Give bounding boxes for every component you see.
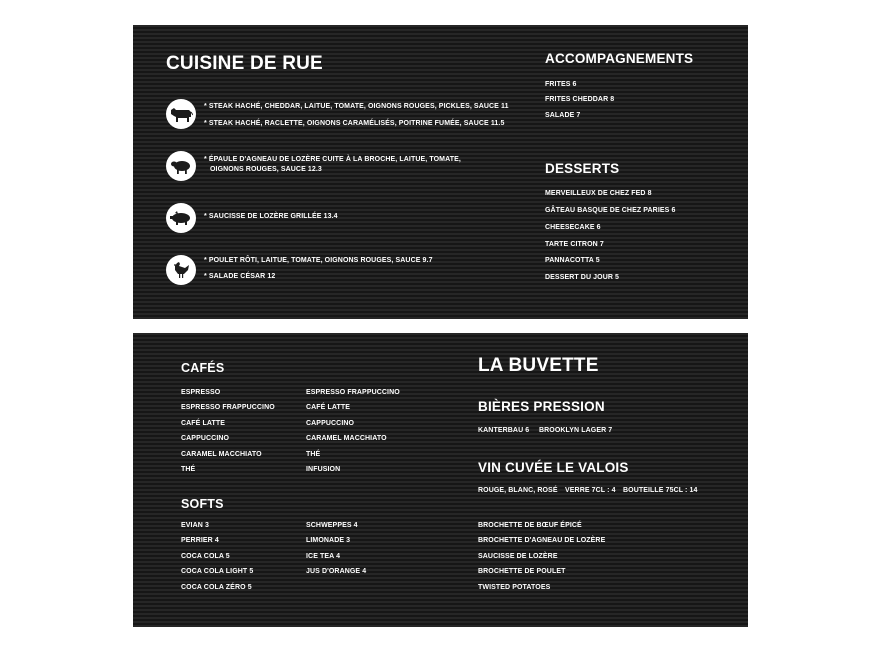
cafe-item: CAFÉ LATTE bbox=[306, 404, 351, 411]
cuisine-item: * ÉPAULE D'AGNEAU DE LOZÈRE CUITE À LA BROCHE, LAITUE, TOMATE, bbox=[204, 156, 461, 163]
dessert-item: PANNACOTTA 5 bbox=[545, 257, 600, 264]
cafe-item: ESPRESSO bbox=[181, 389, 221, 396]
soft-item: EVIAN 3 bbox=[181, 522, 209, 529]
cafe-item: THÉ bbox=[181, 466, 196, 473]
soft-item: LIMONADE 3 bbox=[306, 537, 351, 544]
soft-item: ICE TEA 4 bbox=[306, 553, 341, 560]
dessert-item: DESSERT DU JOUR 5 bbox=[545, 274, 620, 281]
cafe-item: CAPPUCCINO bbox=[181, 435, 230, 442]
soft-item: COCA COLA LIGHT 5 bbox=[181, 568, 254, 575]
cuisine-item: * SALADE CÉSAR 12 bbox=[204, 273, 276, 280]
brochette-item: BROCHETTE DE POULET bbox=[478, 568, 566, 575]
soft-item: COCA COLA 5 bbox=[181, 553, 230, 560]
sheep-icon bbox=[166, 151, 196, 181]
vin-item: VERRE 7CL : 4 bbox=[565, 487, 616, 494]
pig-icon bbox=[166, 203, 196, 233]
soft-item: PERRIER 4 bbox=[181, 537, 219, 544]
vin-item: BOUTEILLE 75CL : 14 bbox=[623, 487, 698, 494]
cafe-item: CARAMEL MACCHIATO bbox=[306, 435, 387, 442]
cafe-item: CARAMEL MACCHIATO bbox=[181, 451, 262, 458]
cuisine-de-rue-title: CUISINE DE RUE bbox=[166, 53, 323, 74]
la-buvette-title: LA BUVETTE bbox=[478, 355, 599, 376]
soft-item: COCA COLA ZÉRO 5 bbox=[181, 584, 252, 591]
chicken-icon bbox=[166, 255, 196, 285]
cow-icon bbox=[166, 99, 196, 129]
cuisine-item: * STEAK HACHÉ, RACLETTE, OIGNONS CARAMÉLISÉS, POITRINE FUMÉE, SAUCE 11.5 bbox=[204, 120, 505, 127]
brochette-item: TWISTED POTATOES bbox=[478, 584, 551, 591]
cuisine-item: * POULET RÔTI, LAITUE, TOMATE, OIGNONS ROUGES, SAUCE 9.7 bbox=[204, 257, 433, 264]
soft-item: JUS D'ORANGE 4 bbox=[306, 568, 367, 575]
vin-title: VIN CUVÉE LE VALOIS bbox=[478, 460, 629, 475]
softs-title: SOFTS bbox=[181, 497, 224, 511]
cafe-item: THÉ bbox=[306, 451, 321, 458]
biere-item: KANTERBAU 6 bbox=[478, 427, 530, 434]
cuisine-item: * SAUCISSE DE LOZÈRE GRILLÉE 13.4 bbox=[204, 213, 338, 220]
brochette-item: SAUCISSE DE LOZÈRE bbox=[478, 553, 558, 560]
cafe-item: CAFÉ LATTE bbox=[181, 420, 226, 427]
brochette-item: BROCHETTE D'AGNEAU DE LOZÈRE bbox=[478, 537, 606, 544]
cafe-item: ESPRESSO FRAPPUCCINO bbox=[181, 404, 275, 411]
menu-board-top bbox=[133, 25, 748, 319]
cafe-item: CAPPUCCINO bbox=[306, 420, 355, 427]
cafe-item: ESPRESSO FRAPPUCCINO bbox=[306, 389, 400, 396]
dessert-item: MERVEILLEUX DE CHEZ FED 8 bbox=[545, 190, 652, 197]
dessert-item: GÂTEAU BASQUE DE CHEZ PARIES 6 bbox=[545, 207, 676, 214]
biere-item: BROOKLYN LAGER 7 bbox=[539, 427, 613, 434]
menu-board-bottom bbox=[133, 333, 748, 627]
dessert-item: TARTE CITRON 7 bbox=[545, 241, 604, 248]
bieres-pression-title: BIÈRES PRESSION bbox=[478, 399, 605, 414]
desserts-title: DESSERTS bbox=[545, 161, 620, 176]
soft-item: SCHWEPPES 4 bbox=[306, 522, 358, 529]
cafe-item: INFUSION bbox=[306, 466, 341, 473]
cafes-title: CAFÉS bbox=[181, 361, 225, 375]
cuisine-item: OIGNONS ROUGES, SAUCE 12.3 bbox=[210, 166, 322, 173]
accompagnements-title: ACCOMPAGNEMENTS bbox=[545, 51, 694, 66]
cuisine-item: * STEAK HACHÉ, CHEDDAR, LAITUE, TOMATE, OIGNONS ROUGES, PICKLES, SAUCE 11 bbox=[204, 103, 509, 110]
accompagnement-item: FRITES CHEDDAR 8 bbox=[545, 96, 615, 103]
accompagnement-item: FRITES 6 bbox=[545, 81, 577, 88]
vin-item: ROUGE, BLANC, ROSÉ bbox=[478, 487, 558, 494]
accompagnement-item: SALADE 7 bbox=[545, 112, 581, 119]
dessert-item: CHEESECAKE 6 bbox=[545, 224, 601, 231]
brochette-item: BROCHETTE DE BŒUF ÉPICÉ bbox=[478, 522, 582, 529]
